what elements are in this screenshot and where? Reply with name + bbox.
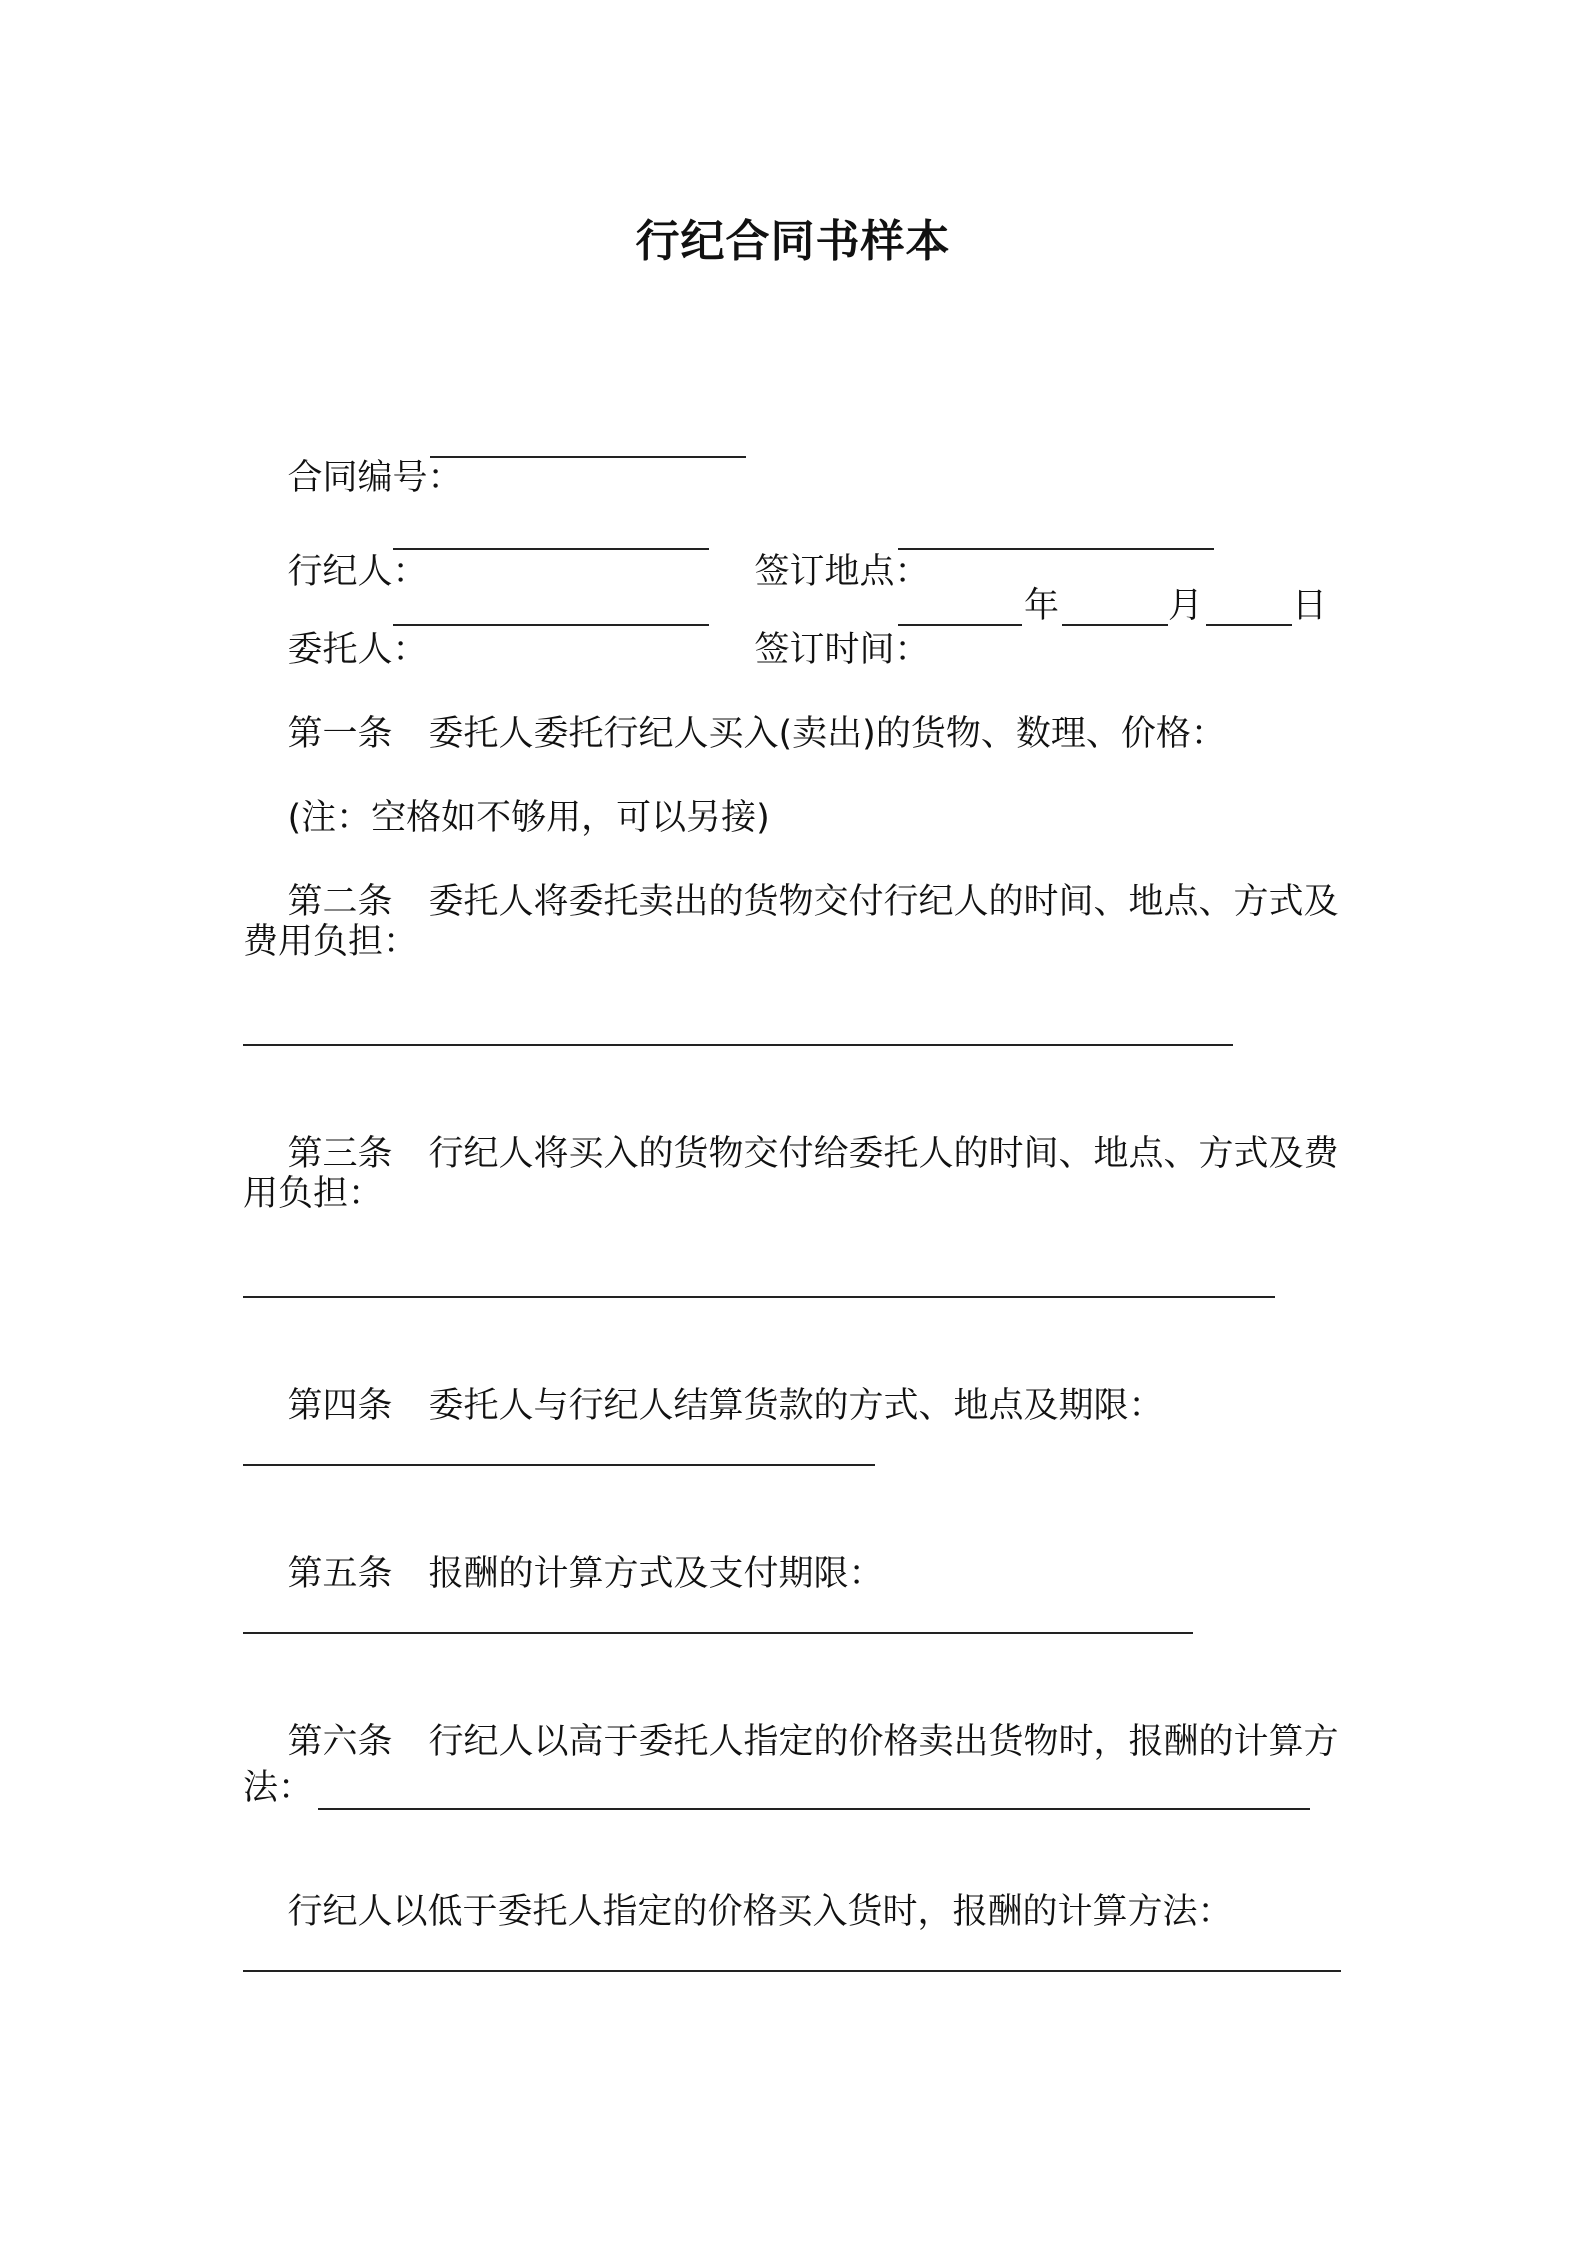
month-label: 月 [1168,586,1204,626]
year-blank[interactable] [898,624,1022,626]
article-2-continuation: 费用负担： [243,922,419,962]
article-6-blank[interactable] [318,1808,1310,1810]
article-4-blank[interactable] [243,1464,875,1466]
note-text: (注：空格如不够用，可以另接) [287,798,770,838]
article-6-continuation: 法： [243,1768,314,1808]
article-3-text: 行纪人将买入的货物交付给委托人的时间、地点、方式及费 [428,1134,1339,1174]
article-5-text: 报酬的计算方式及支付期限： [428,1554,884,1594]
article-2-text: 委托人将委托卖出的货物交付行纪人的时间、地点、方式及 [428,882,1339,922]
article-6-text: 行纪人以高于委托人指定的价格卖出货物时，报酬的计算方 [428,1722,1339,1762]
article-1-text: 委托人委托行纪人买入(卖出)的货物、数理、价格： [428,714,1226,754]
article-6-second-clause [243,1846,1233,1978]
day-label: 日 [1292,586,1328,626]
article-6-second-blank[interactable] [243,1970,1341,1972]
article-3-continuation: 用负担： [243,1174,384,1214]
article-4-number: 第四条 [287,1386,393,1426]
article-6-second-text: 行纪人以低于委托人指定的价格买入货时，报酬的计算方法： [287,1892,1233,1932]
article-6 [243,1676,1339,1808]
article-3 [243,1088,1339,1220]
principal-label: 委托人： [287,630,428,670]
broker-label: 行纪人： [287,552,428,592]
contract-number-blank[interactable] [430,456,746,458]
article-5-blank[interactable] [243,1632,1193,1634]
document-title: 行纪合同书样本 [635,216,951,267]
article-6-number: 第六条 [287,1722,393,1762]
article-3-blank[interactable] [243,1296,1275,1298]
article-2-number: 第二条 [287,882,393,922]
broker-blank[interactable] [393,548,709,550]
sign-time-label: 签订时间： [754,630,930,670]
article-4-text: 委托人与行纪人结算货款的方式、地点及期限： [428,1386,1164,1426]
principal-blank[interactable] [393,624,709,626]
article-5 [243,1508,884,1640]
year-label: 年 [1024,586,1060,626]
contract-number-label: 合同编号： [287,458,463,498]
day-blank[interactable] [1206,624,1292,626]
article-3-number: 第三条 [287,1134,393,1174]
sign-place-label: 签订地点： [754,552,930,592]
sign-place-blank[interactable] [898,548,1214,550]
article-1-number: 第一条 [287,714,393,754]
month-blank[interactable] [1062,624,1168,626]
article-4 [243,1340,1164,1472]
article-5-number: 第五条 [287,1554,393,1594]
article-2-blank[interactable] [243,1044,1233,1046]
